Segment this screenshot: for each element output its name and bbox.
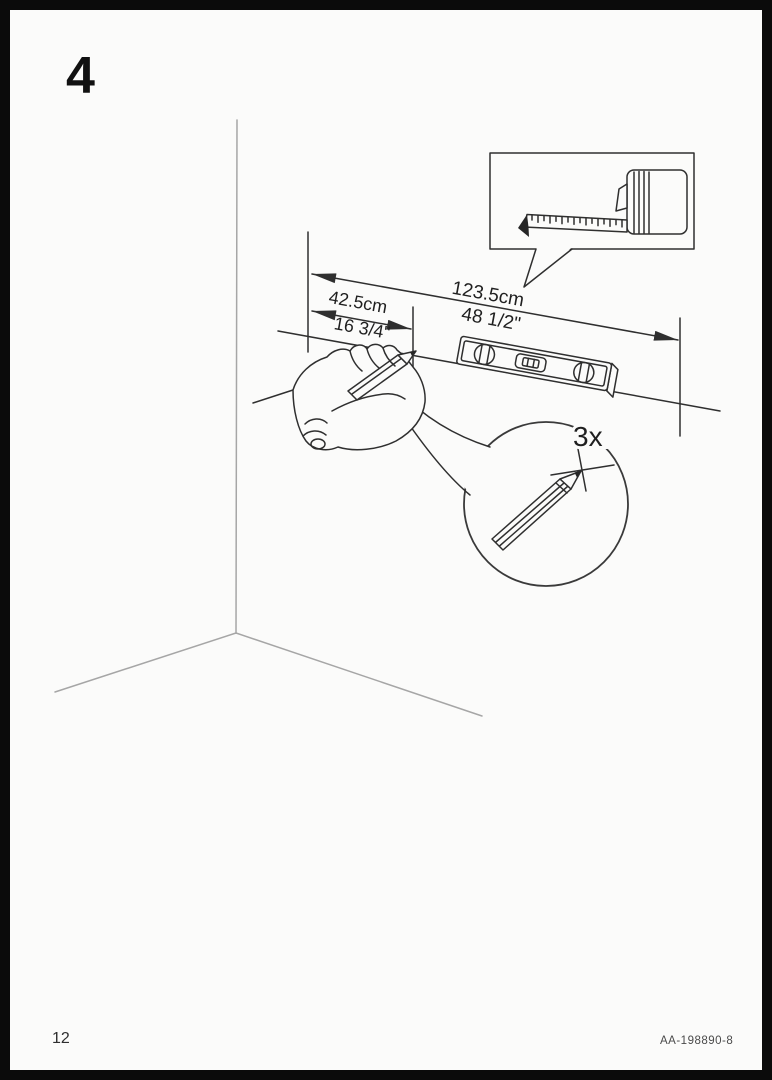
document-code: AA-198890-8	[660, 1035, 734, 1047]
step-number: 4	[66, 47, 96, 105]
wall-vertical-edge	[236, 120, 237, 633]
hand-with-pencil-icon	[253, 344, 425, 449]
dimension-label-total-metric: 123.5cm	[450, 277, 526, 312]
tape-body	[627, 170, 687, 234]
tape-measure-callout	[490, 153, 694, 287]
dimension-first-mark	[312, 287, 411, 343]
floor-left-edge	[55, 633, 236, 692]
dimension-label-offset-imperial: 16 3/4"	[332, 313, 392, 343]
page-number: 12	[52, 1030, 70, 1047]
magnifier-callout	[398, 390, 628, 586]
arm-line	[253, 390, 293, 403]
dimension-label-total-imperial: 48 1/2"	[459, 303, 523, 336]
spirit-level-icon	[455, 336, 618, 397]
floor-right-edge	[236, 633, 482, 716]
illustration-canvas	[10, 10, 762, 1070]
repeat-count-label: 3x	[573, 421, 603, 452]
instruction-page	[10, 10, 762, 1070]
dimension-label-offset-metric: 42.5cm	[327, 286, 389, 318]
